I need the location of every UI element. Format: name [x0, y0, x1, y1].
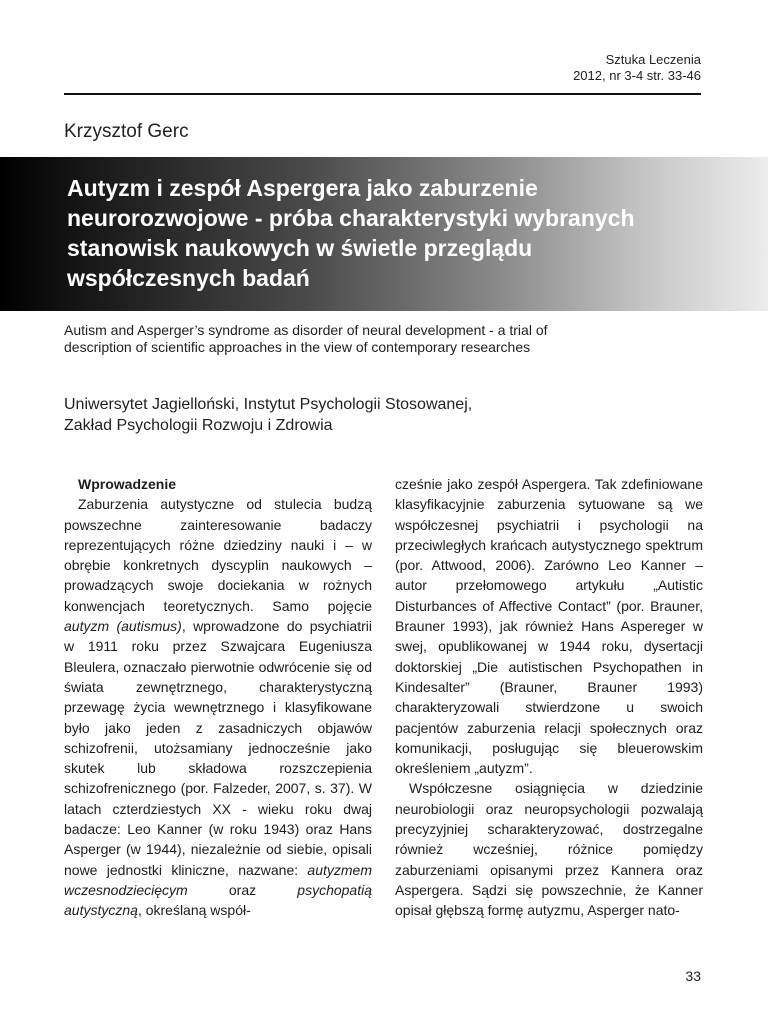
header-rule [64, 93, 701, 95]
article-title: Autyzm i zespół Aspergera jako zaburzenie neurorozwojowe - próba charakterystyki wybranych stanowisk naukowych w świetle przeglądu współczesnych badań [67, 175, 635, 291]
paragraph: Współczesne osiągnięcia w dziedzinie neurobiologii oraz neuropsychologii pozwalają precyzyjniej scharakteryzować, dostrzegalne również wcześniej, różnice pomiędzy zaburzeniami opisanymi przez Kannera oraz Aspergera. Sądzi się powszechnie, że Kanner opisał głębszą formę autyzmu, Asperger nato- [395, 780, 703, 919]
body-column-left [64, 474, 372, 921]
journal-header [573, 52, 701, 84]
journal-name: Sztuka Leczenia [605, 52, 701, 67]
paragraph [64, 494, 372, 920]
section-heading: Wprowadzenie [78, 476, 177, 492]
english-subtitle: Autism and Asperger’s syndrome as disorder of neural development - a trial of description of scientific approaches in the view of contemporary researches [64, 322, 548, 355]
italic-term: psychopatią autystyczną [64, 881, 372, 919]
text-run: oraz [187, 881, 298, 898]
text-run: , określaną współ- [137, 902, 251, 919]
affiliation-line-2: Zakład Psychologii Rozwoju i Zdrowia [64, 417, 333, 434]
text-run: , wprowadzone do psychiatrii w 1911 roku przez Szwajcara Eugeniusza Bleulera, oznaczało pierwotnie odwrócenie się od świata zewnętrznego, charakterystyczną przewagę życia wewnętrznego i klasyfikowane było jako jeden z zasadniczych objawów schizofrenii, utożsamiany jednocześnie jako skutek lub składowa rozszczepienia schizofrenicznego (por. Falzeder, 2007, s. 37). W latach czterdziestych XX - wieku roku dwaj badacze: Leo Kanner (w roku 1943) oraz Hans Asperger (w 1944), niezależnie od siebie, opisali nowe jednostki kliniczne, nazwane: [64, 618, 372, 878]
italic-term: autyzmem wczesnodziecięcym [64, 861, 372, 898]
page-number: 33 [685, 968, 701, 984]
text-run: Zaburzenia autystyczne od stulecia budzą powszechne zainteresowanie badaczy reprezentujących różne dziedziny nauki i – w obrębie konkretnych dyscyplin naukowych – prowadzących swoje dociekania w rożnych konwencjach teoretycznych. Samo pojęcie [64, 496, 372, 614]
body-column-right [395, 474, 703, 921]
journal-issue: 2012, nr 3-4 str. 33-46 [573, 68, 701, 83]
author-name: Krzysztof Gerc [64, 121, 189, 142]
affiliation [64, 394, 584, 436]
paragraph-continued: cześnie jako zespół Aspergera. Tak zdefiniowane klasyfikacyjnie zaburzenia sytuowane są we współczesnej psychiatrii i psychologii na przeciwległych krańcach autystycznego spektrum (por. Attwood, 2006). Zarówno Leo Kanner – autor przełomowego artykułu „Autistic Disturbances of Affective Contact” (por. Brauner, Brauner 1993), jak również Hans Aspereger w swej, opublikowanej w 1944 roku, dysertacji doktorskiej „Die autistischen Psychopathen in Kindesalter” (Brauner, Brauner 1993) charakteryzowali stwierdzone u swoich pacjentów zaburzenia relacji społecznych oraz komunikacji, posługując się bleuerowskim określeniem „autyzm”. [395, 476, 703, 777]
affiliation-line-1: Uniwersytet Jagielloński, Instytut Psychologii Stosowanej, [64, 396, 473, 413]
italic-term: autyzm (autismus) [64, 618, 182, 635]
